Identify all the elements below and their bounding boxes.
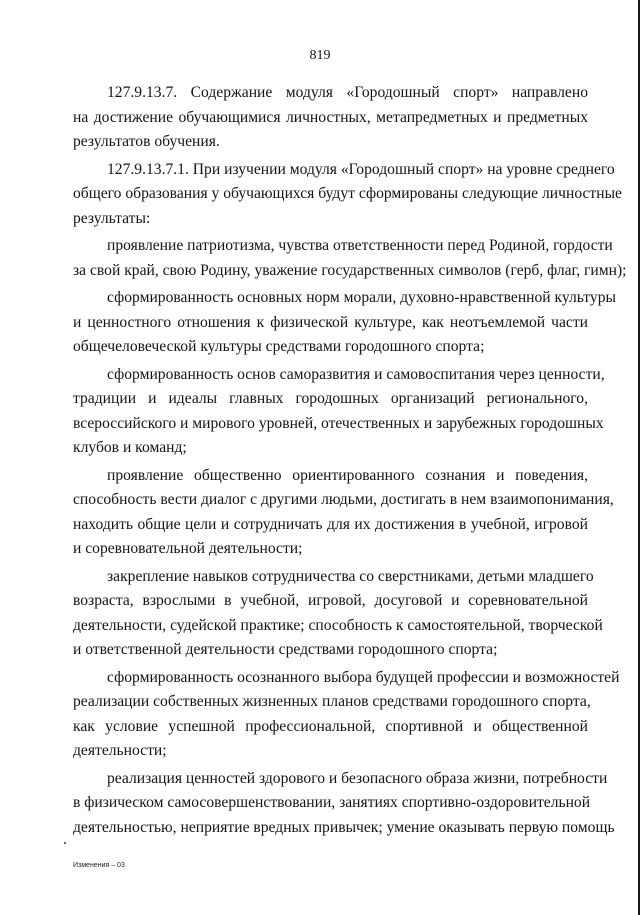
text-line: возраста, взрослыми в учебной, игровой, досуговой и соревновательной: [73, 592, 588, 609]
text-line: проявление общественно ориентированного сознания и поведения,: [107, 466, 588, 484]
paragraph: [73, 234, 627, 283]
paragraph: [73, 767, 615, 841]
text-line: реализации собственных жизненных планов средствами городошного спорта,: [73, 693, 591, 710]
text-line: в физическом самосовершенствовании, занятиях спортивно-оздоровительной: [73, 794, 591, 811]
text-line: как условие успешной профессиональной, спортивной и общественной: [73, 717, 588, 735]
paragraph: [73, 565, 603, 663]
text-line: сформированность осознанного выбора будущей профессии и возможностей: [107, 668, 620, 686]
text-line: проявление патриотизма, чувства ответственности перед Родиной, гордости: [107, 237, 613, 254]
paragraph: [73, 464, 614, 562]
paragraph: [73, 286, 616, 360]
text-line: и ценностного отношения к физической культуре, как неотъемлемой части: [73, 313, 588, 331]
text-line: 127.9.13.7.1. При изучении модуля «Городошный спорт» на уровне среднего: [107, 160, 615, 178]
text-line: сформированность основных норм морали, духовно-нравственной культуры: [107, 289, 616, 306]
text-line: 127.9.13.7. Содержание модуля «Городошный спорт» направлено: [107, 84, 588, 101]
text-line: и соревновательной деятельности;: [73, 540, 303, 557]
paragraph: [73, 666, 620, 764]
text-line: деятельностью, неприятие вредных привычек; умение оказывать первую помощь: [73, 818, 615, 836]
paragraph: [73, 81, 588, 155]
document-body: [73, 81, 627, 843]
paragraph: [73, 158, 622, 232]
text-line: закрепление навыков сотрудничества со сверстниками, детьми младшего: [107, 567, 594, 585]
text-line: и ответственной деятельности средствами городошного спорта;: [73, 641, 498, 658]
scan-speck: [64, 842, 66, 844]
footer-note: Изменения – 03: [73, 862, 125, 869]
text-line: клубов и команд;: [73, 439, 187, 456]
text-line: способность вести диалог с другими людьми, достигать в нем взаимопонимания,: [73, 491, 614, 508]
text-line: реализация ценностей здорового и безопасного образа жизни, потребности: [107, 769, 608, 787]
text-line: сформированность основ саморазвития и самовоспитания через ценности,: [107, 365, 605, 383]
text-line: за свой край, свою Родину, уважение государственных символов (герб, флаг, гимн);: [73, 261, 627, 279]
text-line: всероссийского и мирового уровней, отечественных и зарубежных городошных: [73, 414, 604, 432]
page-number: 819: [309, 48, 331, 63]
text-line: деятельности;: [73, 742, 167, 759]
text-line: общего образования у обучающихся будут сформированы следующие личностные: [73, 185, 622, 202]
text-line: находить общие цели и сотрудничать для их достижения в учебной, игровой: [73, 515, 588, 533]
paragraph: [73, 363, 605, 461]
text-line: результаты:: [73, 209, 151, 227]
text-line: результатов обучения.: [73, 133, 220, 150]
text-line: общечеловеческой культуры средствами городошного спорта;: [73, 338, 485, 355]
text-line: традиции и идеалы главных городошных организаций регионального,: [73, 390, 588, 407]
text-line: деятельности, судейской практике; способность к самостоятельной, творческой: [73, 616, 603, 634]
text-line: на достижение обучающимися личностных, метапредметных и предметных: [73, 108, 588, 126]
